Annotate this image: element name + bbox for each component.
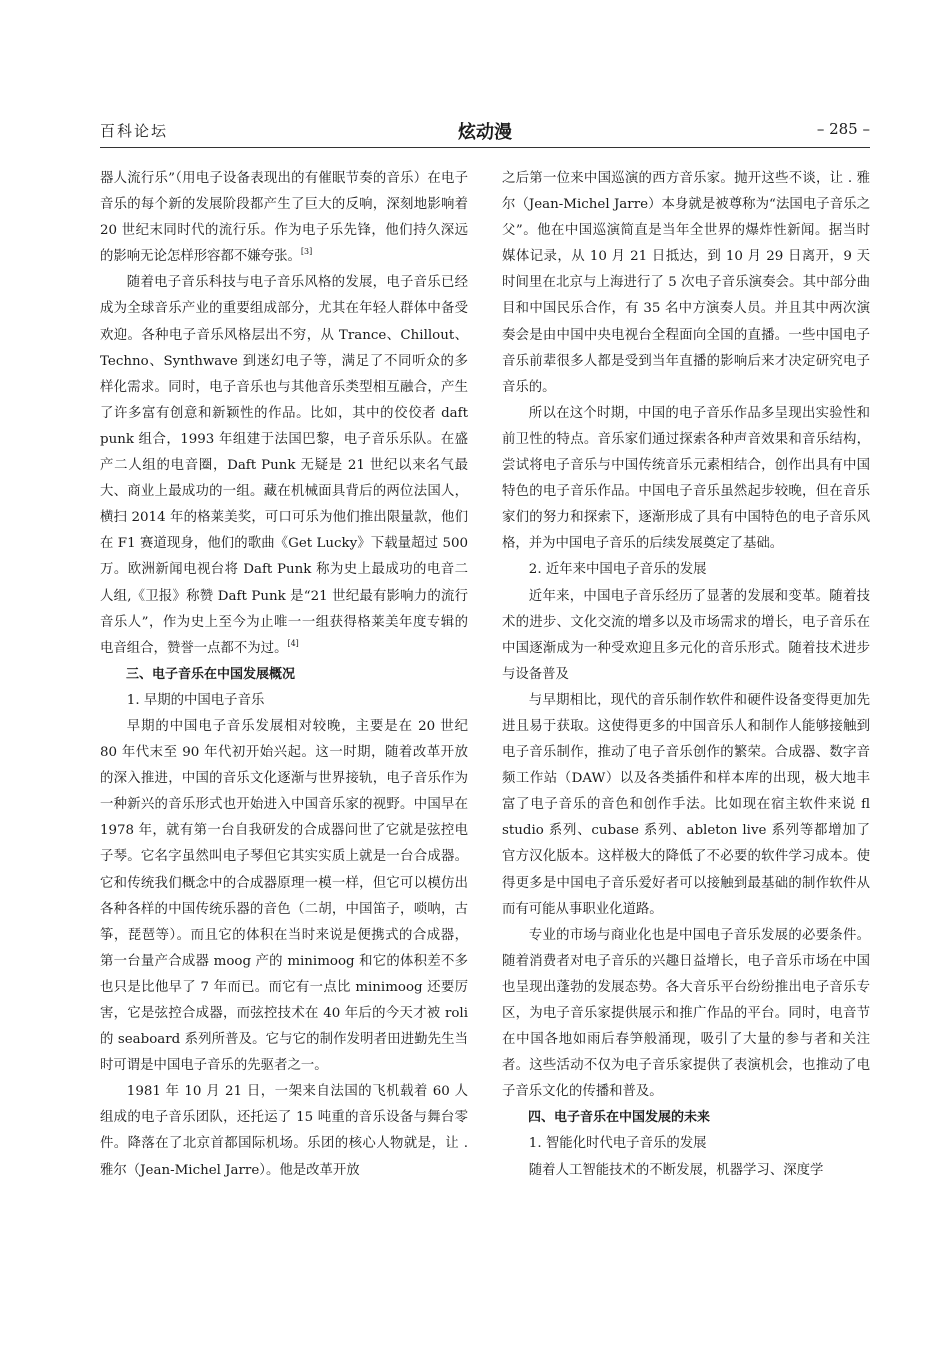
- paragraph: 专业的市场与商业化也是中国电子音乐发展的必要条件。随着消费者对电子音乐的兴趣日益增长，电子音乐市场在中国也呈现出蓬勃的发展态势。各大音乐平台纷纷推出电子音乐专区，为电子音乐家提供展示和推广作品的平台。同时，电音节在中国各地如雨后春笋般涌现，吸引了大量的参与者和关注者。这些活动不仅为电子音乐家提供了表演机会，也推动了电子音乐文化的传播和普及。: [502, 927, 870, 1100]
- header-rule: [100, 147, 870, 148]
- subsection-heading: 1. 智能化时代电子音乐的发展: [528, 1136, 707, 1152]
- paragraph: 早期的中国电子音乐发展相对较晚，主要是在 20 世纪 80 年代末至 90 年代初开始兴起。这一时期，随着改革开放的深入推进，中国的音乐文化逐渐与世界接轨，电子音乐作为一种新兴的音乐形式也开始进入中国音乐家的视野。中国早在 1978 年，就有第一台自我研发的合成器问世了它就是弦控电子琴。它名字虽然叫电子琴但它其实实质上就是一台合成器。它和传统我们概念中的合成器原理一模一样，但它可以模仿出各种各样的中国传统乐器的音色（二胡，中国笛子，唢呐，古筝，琵琶等）。而且它的体积在当时来说是便携式的合成器，第一台量产合成器 moog 产的 minimoog 和它的体积差不多也只是比他早了 7 年而已。而它有一点比 minimoog 还要厉害，它是弦控合成器，而弦控技术在 40 年后的今天才被 roli 的 seaboard 系列所普及。它与它的制作发明者田进勤先生当时可谓是中国电子音乐的先驱者之一。: [100, 718, 468, 1074]
- subsection-heading: 1. 早期的中国电子音乐: [126, 692, 265, 708]
- section-heading: 三、电子音乐在中国发展概况: [126, 666, 296, 682]
- paragraph: 器人流行乐”（用电子设备表现出的有催眠节奏的音乐）在电子音乐的每个新的发展阶段都产生了巨大的反响，深刻地影响着 20 世纪末同时代的流行乐。作为电子乐先锋，他们持久深远的影响无论怎样形容都不嫌夸张。[3]: [100, 171, 468, 265]
- paragraph: 所以在这个时期，中国的电子音乐作品多呈现出实验性和前卫性的特点。音乐家们通过探索各种声音效果和音乐结构，尝试将电子音乐与中国传统音乐元素相结合，创作出具有中国特色的电子音乐作品。中国电子音乐虽然起步较晚，但在音乐家们的努力和探索下，逐渐形成了具有中国特色的电子音乐风格，并为中国电子音乐的后续发展奠定了基础。: [502, 405, 870, 552]
- journal-section-name: 百科论坛: [100, 122, 169, 140]
- paragraph: 与早期相比，现代的音乐制作软件和硬件设备变得更加先进且易于获取。这使得更多的中国音乐人和制作人能够接触到电子音乐制作，推动了电子音乐创作的繁荣。合成器、数字音频工作站（DAW）以及各类插件和样本库的出现，极大地丰富了电子音乐的音色和创作手法。比如现在宿主软件来说 fl studio 系列、cubase 系列、ableton live 系列等都增加了官方汉化版本。这样极大的降低了不必要的软件学习成本。使得更多是中国电子音乐爱好者可以接触到最基础的制作软件从而有可能从事职业化道路。: [502, 692, 870, 917]
- journal-title: 炫动漫: [458, 122, 512, 143]
- left-column: [100, 166, 468, 1184]
- subsection-heading: 2. 近年来中国电子音乐的发展: [528, 562, 707, 578]
- paragraph: 之后第一位来中国巡演的西方音乐家。抛开这些不谈，让 . 雅尔（Jean-Michel Jarre）本身就是被尊称为“法国电子音乐之父”。他在中国巡演简直是当年全世界的爆炸性新闻。据当时媒体记录，从 10 月 21 日抵达，到 10 月 29 日离开，9 天时间里在北京与上海进行了 5 次电子音乐演奏会。其中部分曲目和中国民乐合作，有 35 名中方演奏人员。并且其中两次演奏会是由中国中央电视台全程面向全国的直播。一些中国电子音乐前辈很多人都是受到当年直播的影响后来才决定研究电子音乐的。: [502, 171, 870, 395]
- paragraph: 近年来，中国电子音乐经历了显著的发展和变革。随着技术的进步、文化交流的增多以及市场需求的增长，电子音乐在中国逐渐成为一种受欢迎且多元化的音乐形式。随着技术进步与设备普及: [502, 588, 870, 682]
- page-header: [100, 118, 870, 146]
- section-heading: 四、电子音乐在中国发展的未来: [528, 1110, 711, 1126]
- paragraph: 1981 年 10 月 21 日，一架来自法国的飞机载着 60 人组成的电子音乐团队，还托运了 15 吨重的音乐设备与舞台零件。降落在了北京首都国际机场。乐团的核心人物就是，让 . 雅尔（Jean-Michel Jarre）。他是改革开放: [100, 1084, 468, 1178]
- paragraph: 随着电子音乐科技与电子音乐风格的发展，电子音乐已经成为全球音乐产业的重要组成部分，尤其在年轻人群体中备受欢迎。各种电子音乐风格层出不穷，从 Trance、Chillout、Techno、Synthwave 到迷幻电子等，满足了不同听众的多样化需求。同时，电子音乐也与其他音乐类型相互融合，产生了许多富有创意和新颖性的作品。比如，其中的佼佼者 daft punk 组合，1993 年组建于法国巴黎，电子音乐乐队。在盛产二人组的电音圈，Daft Punk 无疑是 21 世纪以来名气最大、商业上最成功的一组。藏在机械面具背后的两位法国人，横扫 2014 年的格莱美奖，可口可乐为他们推出限量款，他们在 F1 赛道现身，他们的歌曲《Get Lucky》下载量超过 500 万。欧洲新闻电视台将 Daft Punk 称为史上最成功的电音二人组,《卫报》称赞 Daft Punk 是“21 世纪最有影响力的流行音乐人”，作为史上至今为止唯一一组获得格莱美年度专辑的电音组合，赞誉一点都不为过。[4]: [100, 275, 468, 656]
- citation-ref: [3]: [300, 247, 313, 257]
- right-column: [502, 166, 870, 1184]
- paragraph: 随着人工智能技术的不断发展，机器学习、深度学: [528, 1162, 824, 1178]
- citation-ref: [4]: [287, 638, 299, 648]
- page-number: – 285 –: [816, 120, 870, 138]
